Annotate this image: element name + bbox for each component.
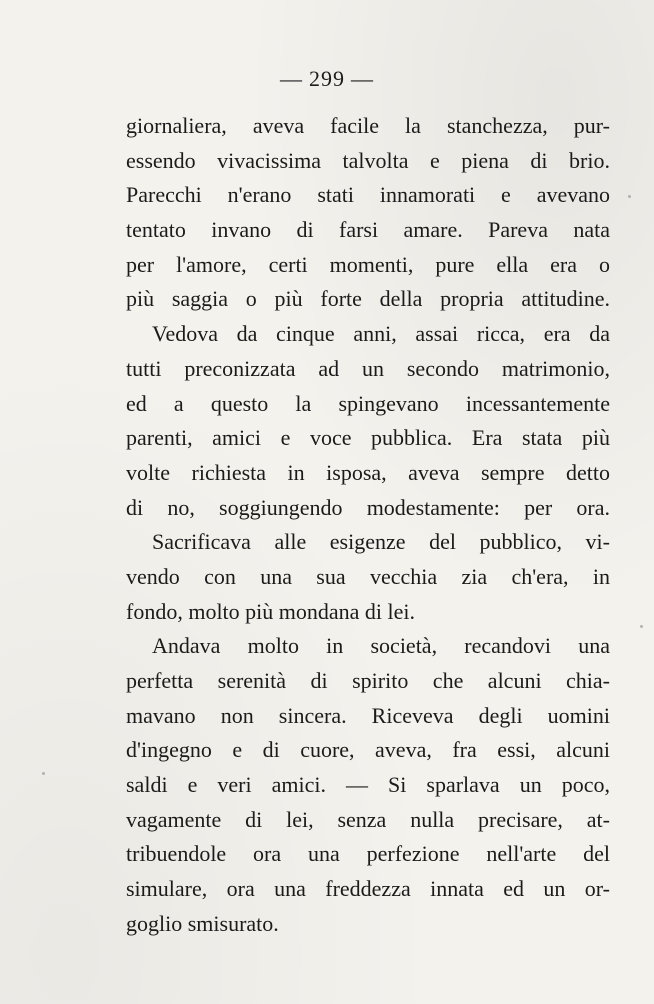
header-dash-right: — [351,66,374,91]
text-line: essendo vivacissima talvolta e piena di brio. [126,147,610,173]
text-line: di no, soggiungendo modestamente: per ora. [126,494,610,520]
text-line: Parecchi n'erano stati innamorati e avevano [126,182,610,208]
text-line: giornaliera, aveva facile la stanchezza, pur- [126,113,610,138]
text-line: Vedova da cinque anni, assai ricca, era da [152,321,610,347]
text-line: simulare, ora una freddezza innata ed un or- [126,876,610,902]
text-line: per l'amore, certi momenti, pure ella era o [126,251,610,277]
text-line: mavano non sincera. Riceveva degli uomini [126,702,610,728]
text-line: fondo, molto più mondana di lei. [126,598,416,624]
text-line: vagamente di lei, senza nulla precisare, at- [126,806,610,832]
body-text [126,109,610,942]
text-line: tutti preconizzata ad un secondo matrimonio, [126,355,610,381]
paper-speck [42,772,45,775]
text-line: perfetta serenità di spirito che alcuni chia- [126,668,610,693]
text-line: Sacrificava alle esigenze del pubblico, vi- [152,529,610,555]
page-number: 299 [309,66,345,91]
text-line: ed a questo la spingevano incessantemente [126,390,610,416]
header-dash-left: — [280,66,303,91]
paper-speck [640,625,643,628]
text-line: volte richiesta in isposa, aveva sempre detto [126,459,610,485]
text-line: goglio smisurato. [126,910,279,936]
text-line: Andava molto in società, recandovi una [152,633,610,659]
text-line: vendo con una sua vecchia zia ch'era, in [126,563,610,589]
text-line: tribuendole ora una perfezione nell'arte del [126,841,610,867]
text-line: saldi e veri amici. — Si sparlava un poco, [126,772,610,798]
paper-speck [628,195,631,198]
text-line: più saggia o più forte della propria attitudine. [126,286,610,312]
page-header [0,66,654,92]
text-line: parenti, amici e voce pubblica. Era stata più [126,425,610,451]
text-line: tentato invano di farsi amare. Pareva nata [126,217,610,243]
text-line: d'ingegno e di cuore, aveva, fra essi, alcuni [126,737,610,763]
